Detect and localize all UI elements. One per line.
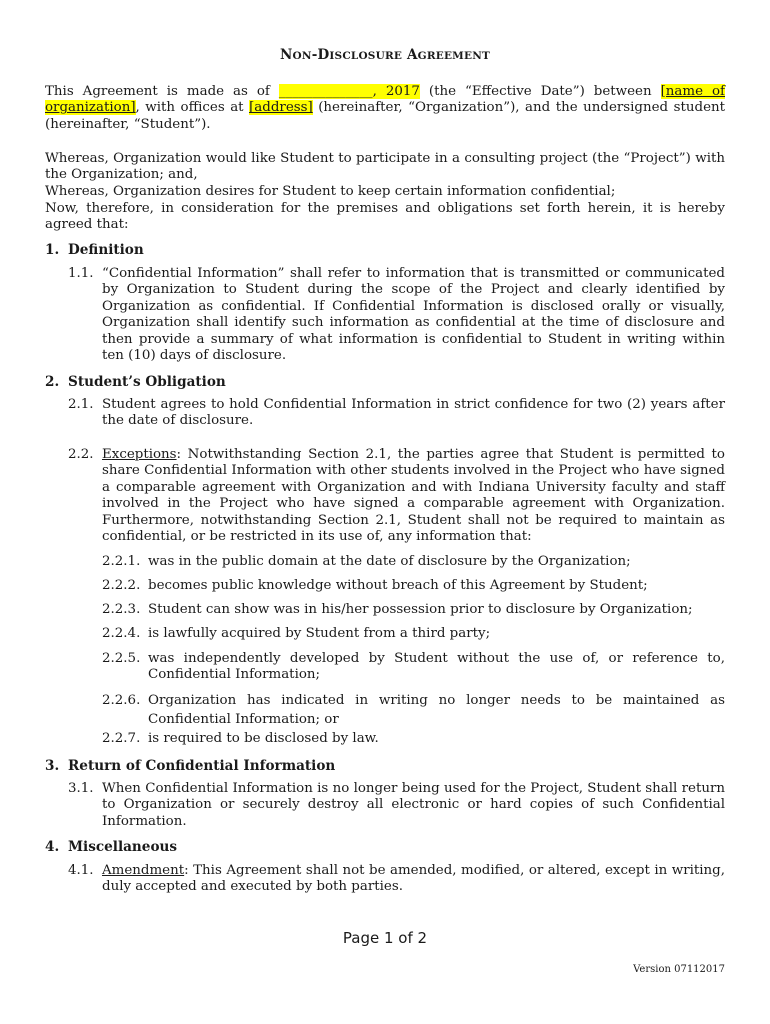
intro-paragraph: This Agreement is made as of ______________, 2017 (the “Effective Date”) between [name of organization], with offices at [address] (hereinafter, “Organization”), and the undersigned student (hereinafter, “Student”). <box>45 84 726 132</box>
clause-2-2-5: 2.2.5. was independently developed by Student without the use of, or reference to, Confidential Information; <box>102 651 725 683</box>
clause-2-2-4: 2.2.4. is lawfully acquired by Student from a third party; <box>102 626 491 641</box>
clause-2-2-3: 2.2.3. Student can show was in his/her possession prior to disclosure by Organization; <box>102 602 693 617</box>
address-placeholder[interactable]: [address] <box>249 100 313 116</box>
clause-2-2-6: 2.2.6. Organization has indicated in writing no longer needs to be maintained as Confidential Information; or <box>102 693 725 727</box>
recital-whereas-1: Whereas, Organization would like Student to participate in a consulting project (the “Project”) with the Organization; and, <box>45 151 725 183</box>
recital-whereas-2: Whereas, Organization desires for Student to keep certain information confidential; <box>45 184 616 199</box>
clause-2-1: 2.1. Student agrees to hold Confidential Information in strict confidence for two (2) years after the date of disclosure. <box>68 397 725 429</box>
section-1-heading: 1. Definition <box>45 242 144 258</box>
section-3-heading: 3. Return of Confidential Information <box>45 758 336 774</box>
clause-3-1: 3.1. When Confidential Information is no longer being used for the Project, Student shall return to Organization or securely destroy all electronic or hard copies of such Confidential Information. <box>68 781 725 829</box>
recital-now-therefore: Now, therefore, in consideration for the premises and obligations set forth herein, it is hereby agreed that: <box>45 201 725 233</box>
version-label: Version 07112017 <box>633 964 725 975</box>
clause-2-2: 2.2. Exceptions: Notwithstanding Section 2.1, the parties agree that Student is permitted to share Confidential Information with other students involved in the Project who have signed a comparable agreement with Organization and with Indiana University faculty and staff involved in the Project who have signed a comparable agreement with Organization. Furthermore, notwithstanding Section 2.1, Student shall not be required to maintain as confidential, or be restricted in its use of, any information that: <box>68 447 725 545</box>
page-number: Page 1 of 2 <box>342 929 428 947</box>
clause-2-2-7: 2.2.7. is required to be disclosed by law. <box>102 731 379 746</box>
amendment-label: Amendment <box>102 863 185 878</box>
document-title: NON-DISCLOSURE AGREEMENT <box>279 47 491 63</box>
clause-1-1: 1.1. “Confidential Information” shall refer to information that is transmitted or communicated by Organization to Student during the scope of the Project and clearly identified by Organization as confidential. If Confidential Information is disclosed orally or visually, Organization shall identify such information as confidential at the time of disclosure and then provide a summary of what information is confidential to Student in writing within ten (10) days of disclosure. <box>68 266 725 364</box>
organization-name-placeholder[interactable]: [name of organization] <box>45 84 726 116</box>
clause-2-2-1: 2.2.1. was in the public domain at the date of disclosure by the Organization; <box>102 554 631 569</box>
section-4-heading: 4. Miscellaneous <box>45 839 178 855</box>
clause-2-2-2: 2.2.2. becomes public knowledge without breach of this Agreement by Student; <box>102 578 648 593</box>
clause-4-1: 4.1. Amendment: This Agreement shall not be amended, modified, or altered, except in writing, duly accepted and executed by both parties. <box>68 863 725 895</box>
effective-date-blank[interactable]: ______________, 2017 <box>278 84 420 99</box>
exceptions-label: Exceptions <box>102 447 177 462</box>
section-2-heading: 2. Student’s Obligation <box>45 374 226 390</box>
